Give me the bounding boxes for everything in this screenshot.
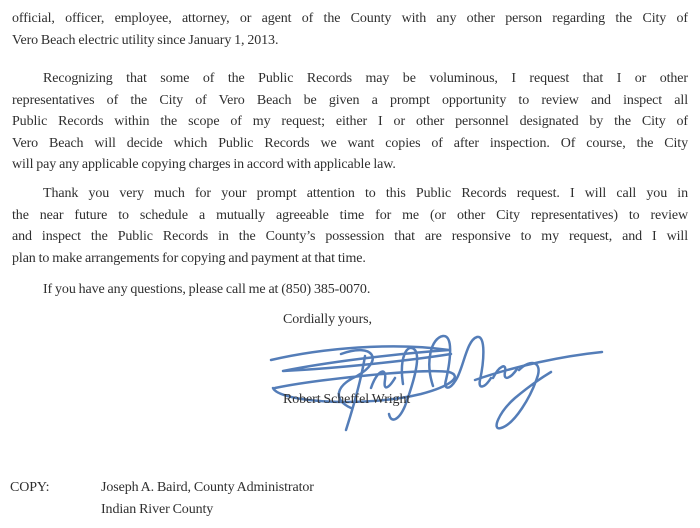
paragraph [12, 279, 688, 301]
letter-line: Public Records within the scope of my request; either I or other personnel designated by the City of [12, 114, 688, 129]
letter-line: Vero Beach will decide which Public Records we want copies of after inspection. Of course, the City [12, 135, 688, 151]
copy-recipient-name: Joseph A. Baird, County Administrator [101, 480, 314, 495]
letter-line: Recognizing that some of the Public Records may be voluminous, I request that I or other [43, 71, 688, 86]
letter-line: representatives of the City of Vero Beach be given a prompt opportunity to review and inspect all [12, 92, 688, 108]
letter-line: plan to make arrangements for copying and payment at that time. [12, 250, 366, 266]
signer-name: Robert Scheffel Wright [283, 392, 411, 407]
copy-label: COPY: [10, 480, 50, 495]
letter-line: will pay any applicable copying charges in accord with applicable law. [12, 157, 396, 172]
paragraph [12, 183, 688, 269]
paragraph [12, 68, 688, 176]
letter-line: and inspect the Public Records in the County’s possession that are responsive to my request, and I will [12, 229, 688, 244]
copy-recipient-org: Indian River County [101, 501, 214, 517]
closing-salutation: Cordially yours, [283, 312, 372, 327]
letter-line: the near future to schedule a mutually agreeable time for me (or other City representatives) to review [12, 207, 688, 223]
letter-line: If you have any questions, please call me at (850) 385-0070. [43, 282, 371, 297]
signature-stroke [429, 336, 491, 388]
copy-recipient [101, 477, 314, 520]
signature-ink [253, 326, 605, 434]
paragraph [12, 8, 688, 51]
letter-line: Thank you very much for your prompt attention to this Public Records request. I will call you in [43, 186, 688, 201]
letter-line: official, officer, employee, attorney, or agent of the County with any other person regarding the City of [12, 11, 688, 26]
letter-line: Vero Beach electric utility since January 1, 2013. [12, 32, 279, 48]
